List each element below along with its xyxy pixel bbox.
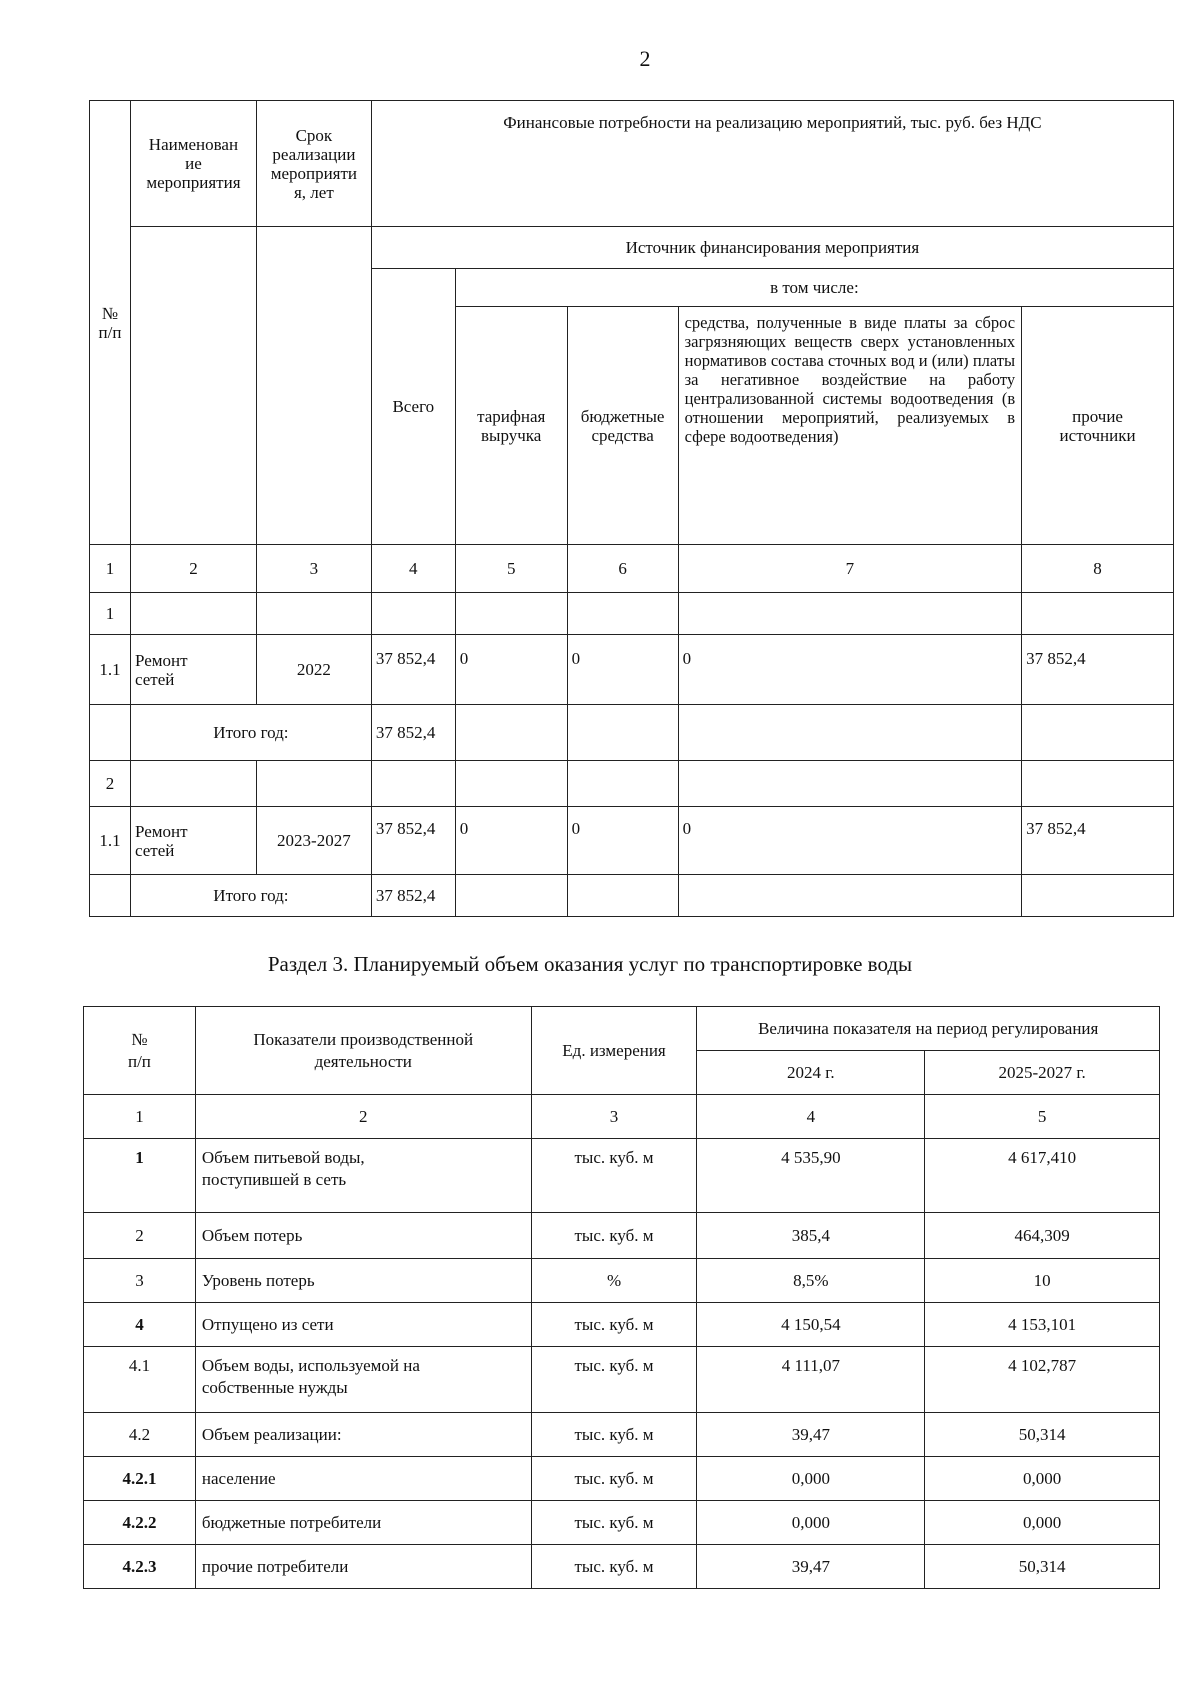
row-tariff: 0 xyxy=(455,807,567,875)
header-source: Источник финансирования мероприятия xyxy=(371,227,1173,269)
row-2025: 464,309 xyxy=(925,1213,1160,1259)
table-row xyxy=(84,1347,1160,1413)
total-row xyxy=(90,875,1174,917)
row-no: 4 xyxy=(84,1303,196,1347)
total-label: Итого год: xyxy=(130,875,371,917)
header-name: Наименован ие мероприятия xyxy=(130,101,256,227)
index-cell: 5 xyxy=(455,545,567,593)
index-cell: 5 xyxy=(925,1095,1160,1139)
header-fees: средства, полученные в виде платы за сброс загрязняющих веществ сверх установленных нормативов состава сточных вод и (или) платы за негативное воздействие на работу централизованной системы водоотведения (в отношении мероприятий, реализуемых в сфере водоотведения) xyxy=(678,307,1022,545)
row-2025: 0,000 xyxy=(925,1501,1160,1545)
table-row xyxy=(84,1259,1160,1303)
row-unit: тыс. куб. м xyxy=(531,1457,697,1501)
index-row xyxy=(84,1095,1160,1139)
header-term: Срок реализации мероприяти я, лет xyxy=(256,101,371,227)
header-name-empty xyxy=(130,227,256,545)
index-cell: 1 xyxy=(90,545,131,593)
row-name: прочие потребители xyxy=(195,1545,531,1589)
index-cell: 6 xyxy=(567,545,678,593)
row-term: 2022 xyxy=(256,635,371,705)
row-name: Объем реализации: xyxy=(195,1413,531,1457)
row-unit: тыс. куб. м xyxy=(531,1347,697,1413)
row-2024: 39,47 xyxy=(697,1413,925,1457)
index-cell: 4 xyxy=(697,1095,925,1139)
index-cell: 2 xyxy=(130,545,256,593)
row-other: 37 852,4 xyxy=(1022,635,1174,705)
header-indicator: Показатели производственной деятельности xyxy=(195,1007,531,1095)
row-name: бюджетные потребители xyxy=(195,1501,531,1545)
row-fees: 0 xyxy=(678,807,1022,875)
water-transport-table xyxy=(83,1006,1160,1589)
row-name: Объем питьевой воды, поступившей в сеть xyxy=(195,1139,531,1213)
row-term: 2023-2027 xyxy=(256,807,371,875)
row-no: 1 xyxy=(84,1139,196,1213)
index-cell: 3 xyxy=(531,1095,697,1139)
table-row xyxy=(90,635,1174,705)
row-name: Объем потерь xyxy=(195,1213,531,1259)
table-row xyxy=(84,1213,1160,1259)
row-name: Ремонт сетей xyxy=(130,807,256,875)
row-unit: тыс. куб. м xyxy=(531,1139,697,1213)
group-row xyxy=(90,761,1174,807)
row-no: 1.1 xyxy=(90,807,131,875)
table-row xyxy=(84,1139,1160,1213)
row-name: Отпущено из сети xyxy=(195,1303,531,1347)
row-no: 4.2 xyxy=(84,1413,196,1457)
header-2024: 2024 г. xyxy=(697,1051,925,1095)
row-no: 4.2.1 xyxy=(84,1457,196,1501)
index-cell: 3 xyxy=(256,545,371,593)
total-value: 37 852,4 xyxy=(371,875,455,917)
total-label: Итого год: xyxy=(130,705,371,761)
table-row xyxy=(84,1501,1160,1545)
row-2024: 4 535,90 xyxy=(697,1139,925,1213)
table-row xyxy=(84,1457,1160,1501)
header-no: № п/п xyxy=(90,101,131,545)
row-no: 3 xyxy=(84,1259,196,1303)
group-row xyxy=(90,593,1174,635)
row-2025: 4 153,101 xyxy=(925,1303,1160,1347)
table-row xyxy=(84,1545,1160,1589)
index-cell: 8 xyxy=(1022,545,1174,593)
header-no: № п/п xyxy=(84,1007,196,1095)
header-including: в том числе: xyxy=(455,269,1173,307)
row-name: Ремонт сетей xyxy=(130,635,256,705)
section-title: Раздел 3. Планируемый объем оказания услуг по транспортировке воды xyxy=(267,952,913,976)
index-cell: 7 xyxy=(678,545,1022,593)
row-name: Уровень потерь xyxy=(195,1259,531,1303)
row-2024: 4 150,54 xyxy=(697,1303,925,1347)
row-2024: 39,47 xyxy=(697,1545,925,1589)
row-2024: 0,000 xyxy=(697,1501,925,1545)
table-row xyxy=(90,807,1174,875)
row-name: Объем воды, используемой на собственные нужды xyxy=(195,1347,531,1413)
row-2025: 0,000 xyxy=(925,1457,1160,1501)
page-number: 2 xyxy=(639,46,651,71)
row-2025: 50,314 xyxy=(925,1545,1160,1589)
row-total: 37 852,4 xyxy=(371,807,455,875)
total-value: 37 852,4 xyxy=(371,705,455,761)
row-no: 4.2.2 xyxy=(84,1501,196,1545)
index-row xyxy=(90,545,1174,593)
group-label: 2 xyxy=(90,761,131,807)
header-term-empty xyxy=(256,227,371,545)
header-unit: Ед. измерения xyxy=(531,1007,697,1095)
row-total: 37 852,4 xyxy=(371,635,455,705)
row-other: 37 852,4 xyxy=(1022,807,1174,875)
financing-table xyxy=(89,100,1174,917)
row-2025: 4 102,787 xyxy=(925,1347,1160,1413)
header-financial-needs: Финансовые потребности на реализацию мероприятий, тыс. руб. без НДС xyxy=(371,101,1173,227)
row-2024: 8,5% xyxy=(697,1259,925,1303)
row-unit: тыс. куб. м xyxy=(531,1501,697,1545)
index-cell: 4 xyxy=(371,545,455,593)
row-2024: 4 111,07 xyxy=(697,1347,925,1413)
header-budget: бюджетные средства xyxy=(567,307,678,545)
row-no: 2 xyxy=(84,1213,196,1259)
group-label: 1 xyxy=(90,593,131,635)
row-2025: 50,314 xyxy=(925,1413,1160,1457)
row-unit: тыс. куб. м xyxy=(531,1413,697,1457)
header-total: Всего xyxy=(371,269,455,545)
table-row xyxy=(84,1303,1160,1347)
row-2025: 10 xyxy=(925,1259,1160,1303)
row-2025: 4 617,410 xyxy=(925,1139,1160,1213)
table-row xyxy=(84,1413,1160,1457)
row-unit: тыс. куб. м xyxy=(531,1213,697,1259)
row-budget: 0 xyxy=(567,807,678,875)
row-name: население xyxy=(195,1457,531,1501)
header-2025-2027: 2025-2027 г. xyxy=(925,1051,1160,1095)
row-no: 1.1 xyxy=(90,635,131,705)
index-cell: 2 xyxy=(195,1095,531,1139)
total-row xyxy=(90,705,1174,761)
row-tariff: 0 xyxy=(455,635,567,705)
row-unit: % xyxy=(531,1259,697,1303)
header-other: прочие источники xyxy=(1022,307,1174,545)
row-budget: 0 xyxy=(567,635,678,705)
row-2024: 385,4 xyxy=(697,1213,925,1259)
row-fees: 0 xyxy=(678,635,1022,705)
row-unit: тыс. куб. м xyxy=(531,1303,697,1347)
header-value: Величина показателя на период регулирования xyxy=(697,1007,1160,1051)
row-2024: 0,000 xyxy=(697,1457,925,1501)
row-no: 4.1 xyxy=(84,1347,196,1413)
row-unit: тыс. куб. м xyxy=(531,1545,697,1589)
header-tariff: тарифная выручка xyxy=(455,307,567,545)
index-cell: 1 xyxy=(84,1095,196,1139)
row-no: 4.2.3 xyxy=(84,1545,196,1589)
